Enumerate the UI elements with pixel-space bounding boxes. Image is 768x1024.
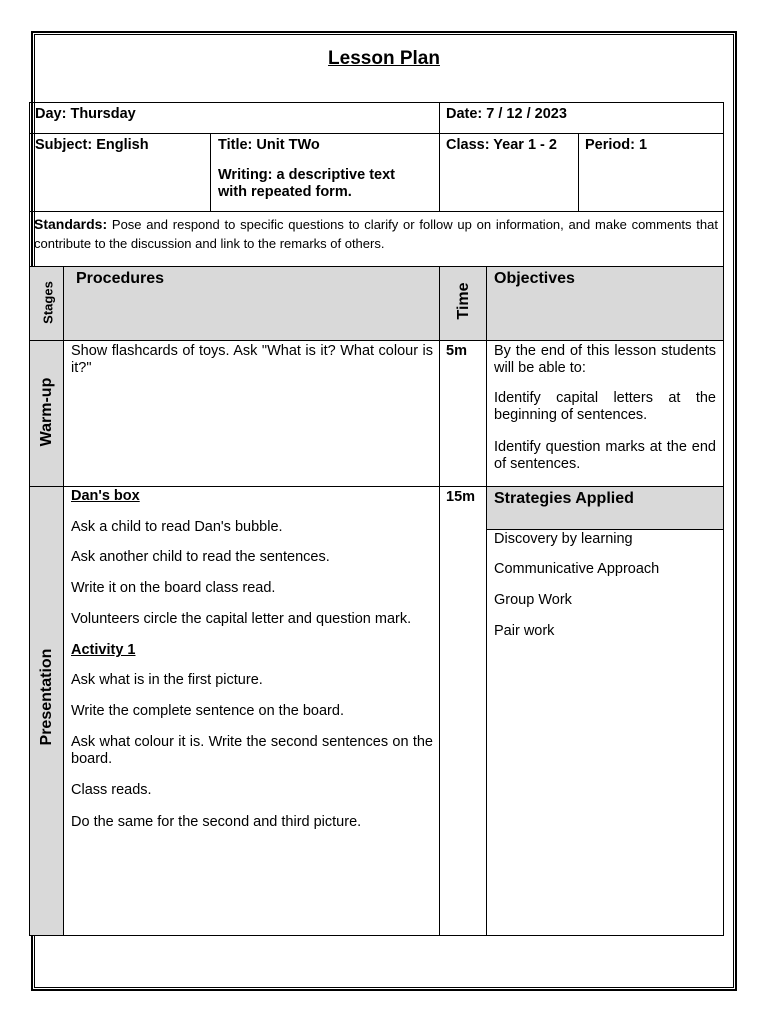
procedure-step: Ask what colour it is. Write the second sentences on the board. xyxy=(71,734,433,767)
presentation-stage-label: Presentation xyxy=(38,648,55,746)
warmup-time: 5m xyxy=(446,343,467,359)
day-cell xyxy=(29,102,440,134)
time-header-cell xyxy=(439,266,487,341)
strategies-header xyxy=(487,487,723,530)
date-cell xyxy=(439,102,724,134)
title-cell xyxy=(210,133,440,212)
stages-header: Stages xyxy=(40,281,56,324)
objective-item: Identify question marks at the end of sentences. xyxy=(494,439,716,472)
strategy-item: Group Work xyxy=(494,592,572,608)
procedure-heading: Activity 1 xyxy=(71,642,136,658)
strategy-item: Pair work xyxy=(494,623,555,639)
title-desc-text: Writing: a descriptive text with repeated form. xyxy=(218,167,395,200)
page-title: Lesson Plan xyxy=(328,48,440,69)
objective-item: Identify capital letters at the beginning of sentences. xyxy=(494,390,716,423)
objectives-header: Objectives xyxy=(494,270,575,287)
strategies-cell xyxy=(486,486,724,936)
procedures-header-cell xyxy=(63,266,440,341)
standards-body: Pose and respond to specific questions to clarify or follow up on information, and make comments that contribute to the discussion and link to the remarks of others. xyxy=(34,217,718,251)
procedures-header: Procedures xyxy=(76,270,165,287)
procedure-step: Write the complete sentence on the board. xyxy=(71,703,344,719)
class-text: Class: Year 1 - 2 xyxy=(446,137,557,153)
strategies-title: Strategies Applied xyxy=(494,490,634,507)
warmup-stage-cell xyxy=(29,340,64,487)
standards-label: Standards: xyxy=(34,216,108,232)
day-text: Day: Thursday xyxy=(35,106,136,122)
procedure-step: Ask a child to read Dan's bubble. xyxy=(71,519,283,535)
objective-item: By the end of this lesson students will be able to: xyxy=(494,343,716,376)
standards-cell xyxy=(29,211,724,267)
date-text: Date: 7 / 12 / 2023 xyxy=(446,106,567,122)
presentation-time: 15m xyxy=(446,489,476,505)
procedure-step: Ask what is in the first picture. xyxy=(71,672,263,688)
objectives-header-cell xyxy=(486,266,724,341)
procedure-step: Ask another child to read the sentences. xyxy=(71,549,330,565)
procedure-step: Class reads. xyxy=(71,782,152,798)
class-cell xyxy=(439,133,579,212)
warmup-procedure: Show flashcards of toys. Ask "What is it? What colour is it?" xyxy=(71,343,433,376)
procedure-step: Do the same for the second and third picture. xyxy=(71,814,362,830)
presentation-time-cell xyxy=(439,486,487,936)
strategy-item: Discovery by learning xyxy=(494,531,633,547)
standards-text xyxy=(34,215,718,253)
procedure-step: Write it on the board class read. xyxy=(71,580,276,596)
warmup-procedure-cell xyxy=(63,340,440,487)
subject-cell xyxy=(29,133,211,212)
procedure-step: Volunteers circle the capital letter and question mark. xyxy=(71,611,412,627)
subject-text: Subject: English xyxy=(35,137,149,153)
warmup-time-cell xyxy=(439,340,487,487)
presentation-stage-cell xyxy=(29,486,64,936)
warmup-objectives-cell xyxy=(486,340,724,487)
strategy-item: Communicative Approach xyxy=(494,561,660,577)
stages-header-cell xyxy=(29,266,64,341)
title-label-text: Title: Unit TWo xyxy=(218,137,320,153)
procedure-heading: Dan's box xyxy=(71,488,140,504)
time-header: Time xyxy=(455,282,472,320)
presentation-procedure-cell xyxy=(63,486,440,936)
period-text: Period: 1 xyxy=(585,137,648,153)
period-cell xyxy=(578,133,724,212)
warmup-stage-label: Warm-up xyxy=(38,377,55,447)
